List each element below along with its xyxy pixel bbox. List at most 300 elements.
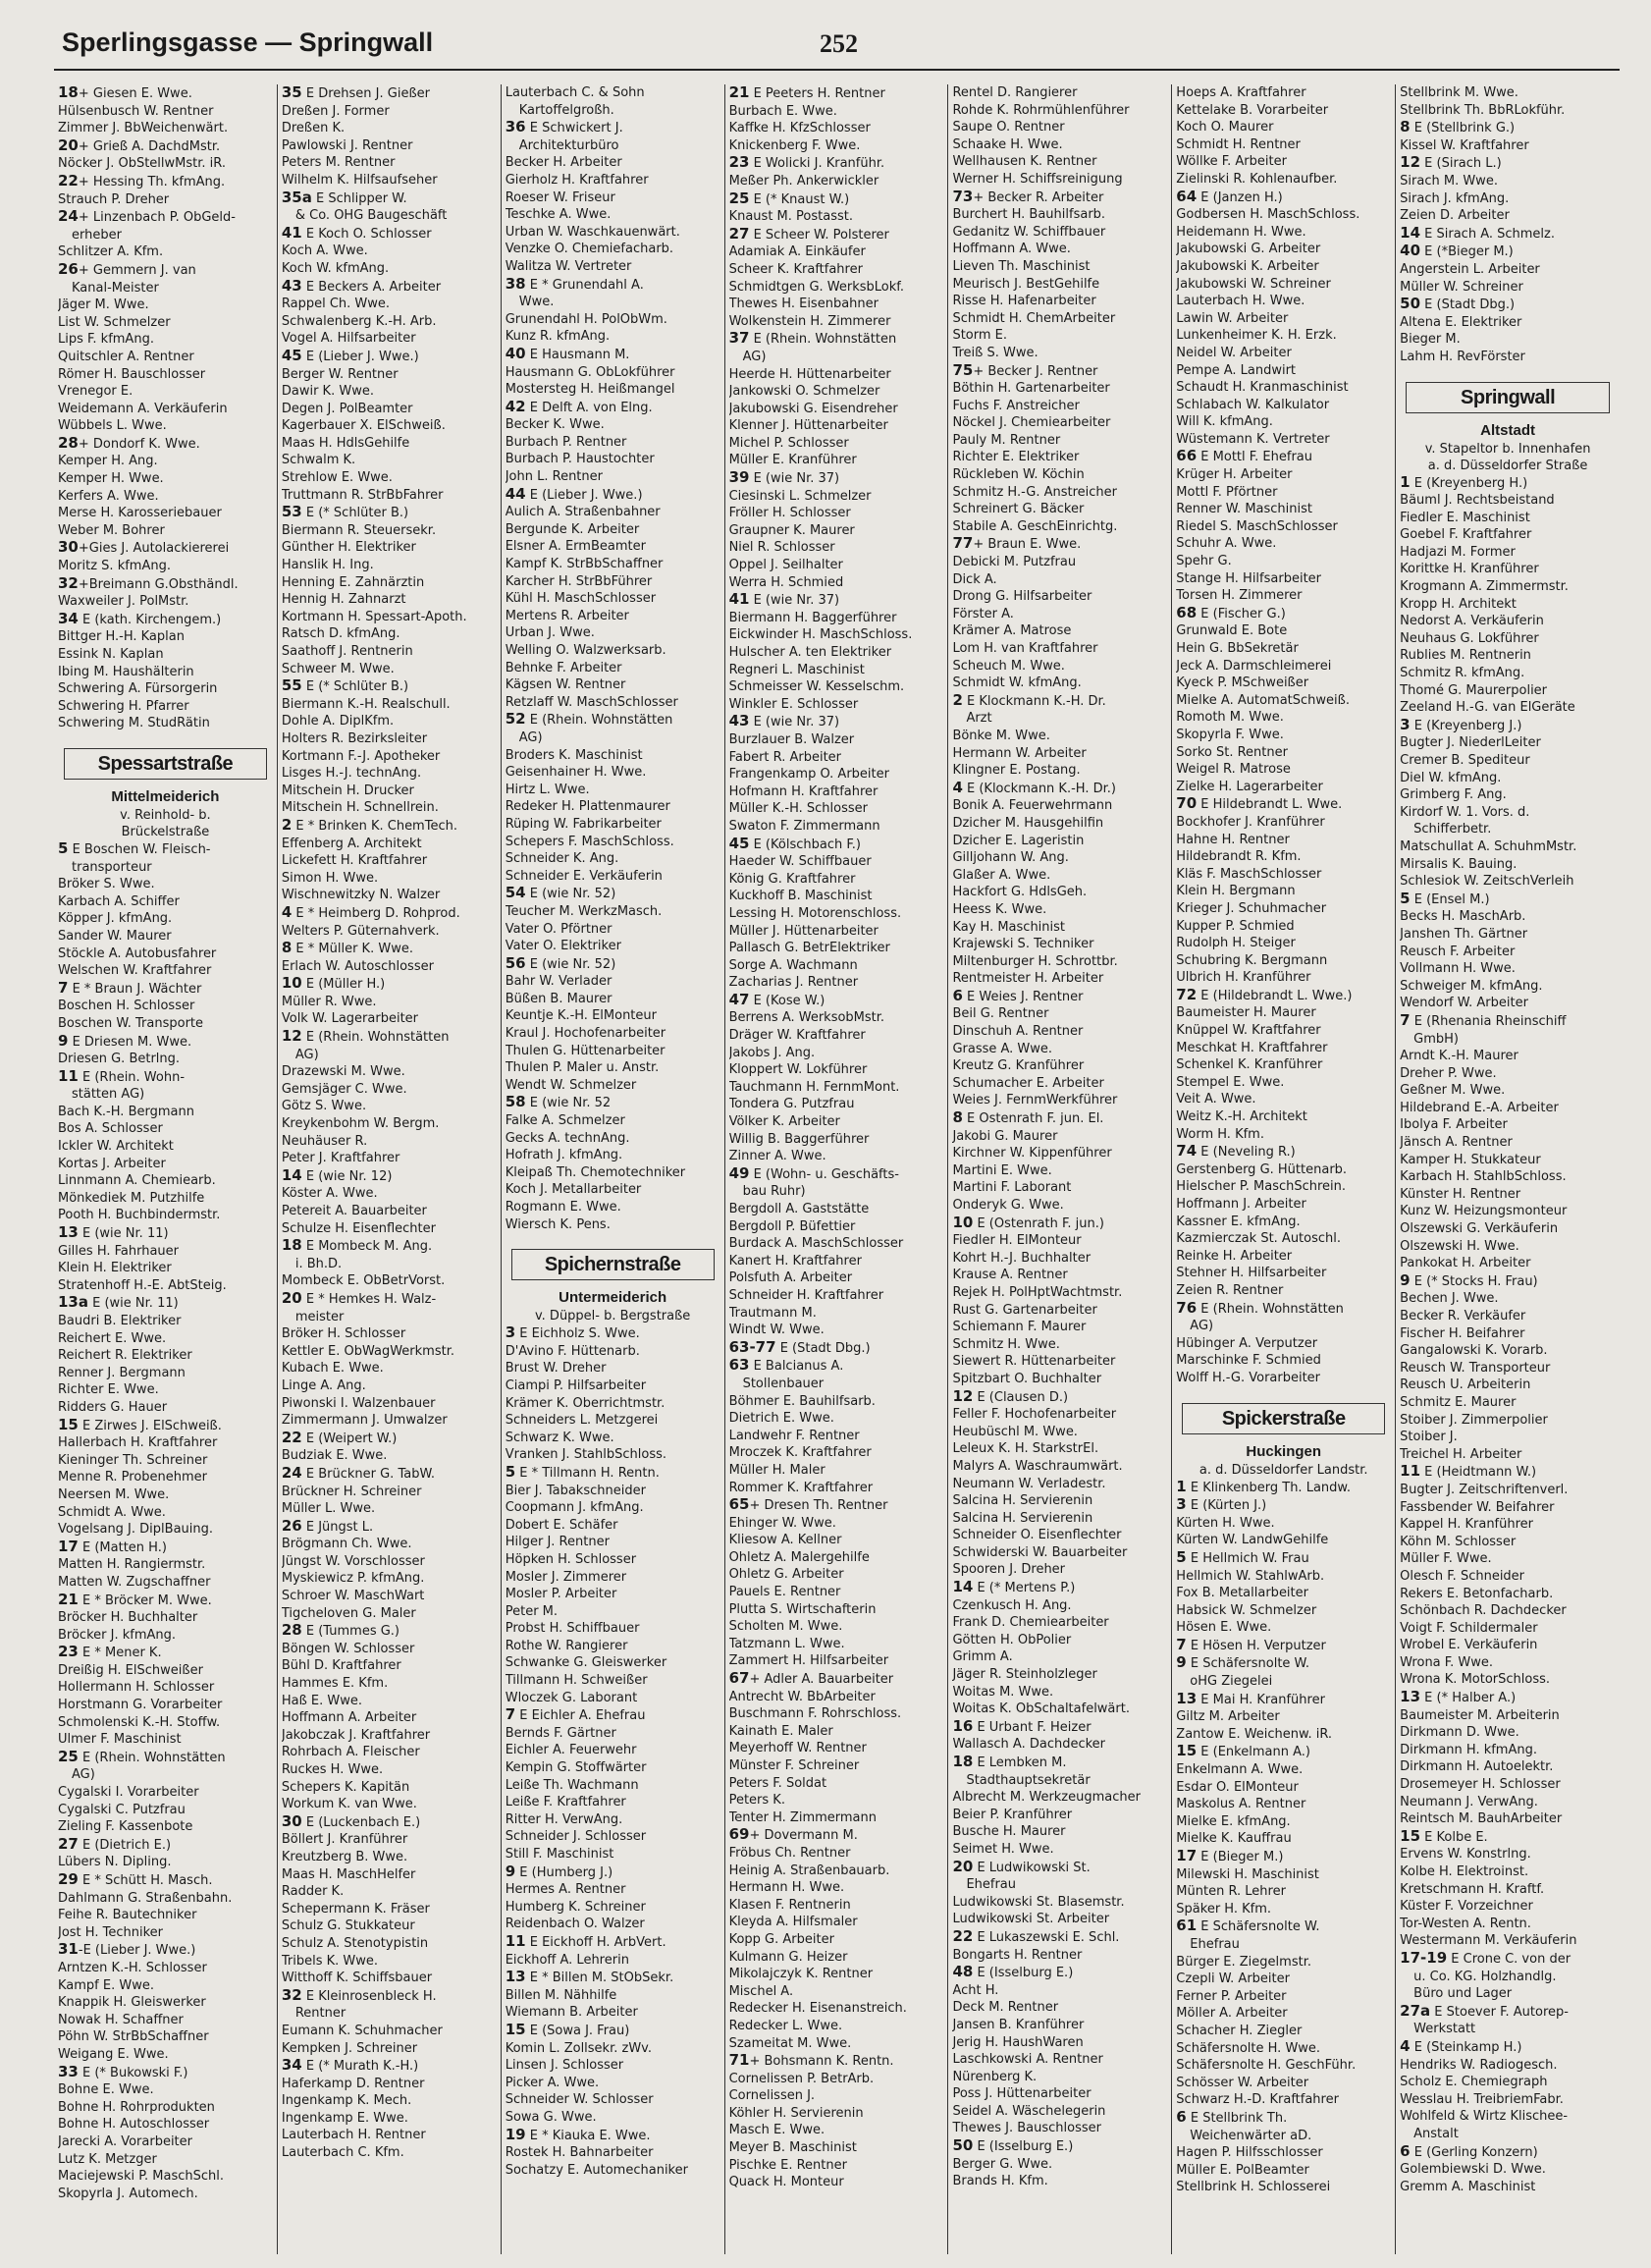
district-heading: Altstadt (1480, 421, 1535, 439)
resident-entry: Volk W. Lagerarbeiter (281, 1011, 419, 1027)
entry-continuation: Stollenbauer (742, 1376, 825, 1391)
resident-entry: Landwehr F. Rentner (728, 1428, 860, 1443)
resident-entry: Reinke H. Arbeiter (1176, 1248, 1293, 1264)
house-entry: 1 E Klinkenberg Th. Landw. (1176, 1478, 1351, 1495)
resident-entry: Weigel R. Matrose (1176, 762, 1291, 778)
house-number: 13 (505, 1969, 526, 1986)
resident-entry: Winkler E. Schlosser (728, 696, 859, 712)
resident-entry: Bergdoll P. Büfettier (728, 1218, 856, 1234)
resident-entry: Weigang E. Wwe. (58, 2046, 169, 2062)
house-number: 23 (728, 154, 750, 172)
resident-entry: Mosler P. Arbeiter (505, 1587, 617, 1602)
resident-entry: Ritter H. VerwAng. (505, 1811, 623, 1827)
resident-entry: Humberg K. Schreiner (505, 1899, 646, 1915)
resident-entry: Jäger R. Steinholzleger (952, 1667, 1097, 1683)
resident-entry: Ciesinski L. Schmelzer (728, 488, 872, 504)
resident-entry: Neidel W. Arbeiter (1176, 345, 1292, 360)
resident-entry: Burdack A. MaschSchlosser (728, 1236, 904, 1252)
house-entry: 16 E Urbant F. Heizer (952, 1717, 1092, 1735)
house-entry: 8 E Ostenrath F. jun. El. (952, 1109, 1104, 1127)
resident-entry: Feller F. Hochofenarbeiter (952, 1407, 1117, 1423)
resident-entry: Salcina H. Servierenin (952, 1493, 1093, 1509)
resident-entry: Burbach E. Wwe. (728, 103, 837, 119)
resident-entry: Schneider E. Verkäuferin (505, 868, 663, 884)
resident-entry: Pankokat H. Arbeiter (1400, 1256, 1531, 1271)
house-number: 6 (952, 987, 963, 1004)
house-number: 8 (952, 1109, 963, 1127)
house-entry: 18+ Giesen E. Wwe. (58, 84, 192, 101)
resident-entry: Falke A. Schmelzer (505, 1113, 625, 1129)
resident-entry: Radder K. (281, 1884, 345, 1900)
resident-entry: Matten H. Rangiermstr. (58, 1557, 206, 1573)
resident-entry: Maas H. HdlsGehilfe (281, 435, 410, 451)
entry-continuation: bau Ruhr) (742, 1184, 806, 1200)
resident-entry: Böllert J. Kranführer (281, 1832, 408, 1848)
resident-entry: Olszewski H. Wwe. (1400, 1238, 1519, 1254)
resident-entry: Bongarts H. Rentner (952, 1947, 1083, 1963)
house-number: 68 (1176, 604, 1198, 621)
resident-entry: Krämer K. Oberrichtmstr. (505, 1395, 666, 1411)
house-entry: 26+ Gemmern J. van (58, 260, 196, 278)
entry-continuation: erheber (72, 227, 122, 243)
house-entry: 67+ Adler A. Bauarbeiter (728, 1670, 894, 1688)
resident-entry: Kortas J. Arbeiter (58, 1156, 166, 1171)
house-number: 69 (728, 1826, 750, 1844)
resident-entry: Ferner P. Arbeiter (1176, 1988, 1287, 2004)
resident-entry: Scheuch M. Wwe. (952, 658, 1065, 674)
resident-entry: Piwonski I. Walzenbauer (281, 1395, 436, 1411)
resident-entry: Heinig A. Straßenbauarb. (728, 1863, 890, 1878)
resident-entry: Schäfersnolte H. Wwe. (1176, 2040, 1321, 2056)
resident-entry: Schacher H. Ziegler (1176, 2023, 1303, 2038)
resident-entry: Kopp G. Arbeiter (728, 1931, 834, 1947)
resident-entry: Pauels E. Rentner (728, 1585, 841, 1600)
resident-entry: Mielke E. kfmAng. (1176, 1813, 1291, 1829)
resident-entry: Krogmann A. Zimmermstr. (1400, 579, 1569, 595)
column-5 (948, 84, 1172, 2254)
resident-entry: Wohlfeld & Wirtz Klischee- (1400, 2109, 1569, 2125)
resident-entry: Müller L. Wwe. (281, 1501, 376, 1517)
column-2 (278, 84, 502, 2254)
resident-entry: Storm E. (952, 328, 1007, 344)
resident-entry: Hilger J. Rentner (505, 1535, 610, 1550)
street-heading: Spessartstraße (64, 748, 267, 780)
house-number: 6 (1176, 2108, 1187, 2126)
house-entry: 5 E * Tillmann H. Rentn. (505, 1463, 660, 1481)
house-entry: 49 E (Wohn- u. Geschäfts- (728, 1164, 899, 1182)
resident-entry: Veit A. Wwe. (1176, 1092, 1256, 1107)
resident-entry: Schroer W. MaschWart (281, 1589, 425, 1604)
resident-entry: Leiße Th. Wachmann (505, 1777, 639, 1793)
resident-entry: Deck M. Rentner (952, 2000, 1059, 2016)
resident-entry: Billen M. Nähhilfe (505, 1987, 617, 2003)
house-entry: 54 E (wie Nr. 52) (505, 885, 616, 902)
resident-entry: Woitas M. Wwe. (952, 1684, 1054, 1700)
resident-entry: Simon H. Wwe. (281, 870, 379, 886)
resident-entry: Kampf K. StrBbSchaffner (505, 557, 664, 572)
resident-entry: Meurisch J. BestGehilfe (952, 276, 1100, 292)
house-number: 77 (952, 535, 974, 553)
house-number: 8 (281, 940, 293, 957)
resident-entry: Schwanke G. Gleiswerker (505, 1655, 667, 1671)
house-entry: 8 E * Müller K. Wwe. (281, 940, 413, 957)
resident-entry: Brands H. Kfm. (952, 2174, 1048, 2189)
resident-entry: Rückleben W. Köchin (952, 467, 1085, 483)
resident-entry: Swaton F. Zimmermann (728, 818, 880, 834)
house-entry: 45 E (Kölschbach F.) (728, 835, 861, 852)
house-entry: 13 E Mai H. Kranführer (1176, 1690, 1325, 1707)
resident-entry: Kläs F. MaschSchlosser (1176, 866, 1322, 882)
house-entry: 27a E Stoever F. Autorep- (1400, 2002, 1569, 2020)
resident-entry: Menne R. Probenehmer (58, 1470, 208, 1485)
resident-entry: Dick A. (952, 571, 997, 587)
resident-entry: Jüngst W. Vorschlosser (281, 1553, 425, 1569)
resident-entry: Czepli W. Arbeiter (1176, 1971, 1290, 1987)
resident-entry: Dirkmann D. Wwe. (1400, 1725, 1519, 1741)
house-entry: 47 E (Kose W.) (728, 991, 826, 1008)
resident-entry: Lauterbach H. Rentner (281, 2128, 426, 2143)
resident-entry: Venzke O. Chemiefacharb. (505, 242, 674, 257)
resident-entry: Kempken J. Schreiner (281, 2040, 418, 2056)
column-1 (54, 84, 278, 2254)
resident-entry: Ludwikowski St. Blasemstr. (952, 1894, 1125, 1910)
resident-entry: Köpper J. kfmAng. (58, 911, 173, 927)
house-number: 7 (1176, 1636, 1187, 1653)
house-number: 10 (952, 1214, 974, 1231)
resident-entry: Wiemann B. Arbeiter (505, 2005, 638, 2021)
resident-entry: Grasse A. Wwe. (952, 1041, 1053, 1056)
house-number: 43 (728, 713, 750, 730)
resident-entry: Dreßen K. (281, 121, 346, 136)
entry-continuation: Wwe. (518, 295, 555, 310)
resident-entry: Biermann R. Steuersekr. (281, 522, 437, 538)
resident-entry: Worm H. Kfm. (1176, 1126, 1264, 1142)
house-entry: 24 E Brückner G. TabW. (281, 1464, 435, 1482)
house-number: 14 (952, 1579, 974, 1596)
resident-entry: Schuhr A. Wwe. (1176, 536, 1277, 552)
resident-entry: Zeien R. Rentner (1176, 1282, 1284, 1298)
house-entry: 4 E (Klockmann K.-H. Dr.) (952, 779, 1116, 796)
resident-entry: Jost H. Techniker (58, 1924, 163, 1940)
resident-entry: Spitzbart O. Buchhalter (952, 1371, 1102, 1386)
house-number: 9 (1176, 1654, 1187, 1672)
house-number: 1 (1400, 473, 1411, 491)
house-entry: 56 E (wie Nr. 52) (505, 954, 616, 972)
resident-entry: Bröker H. Schlosser (281, 1326, 406, 1342)
resident-entry: Hübinger A. Verputzer (1176, 1335, 1318, 1351)
house-number: 50 (1400, 296, 1421, 313)
house-entry: 71+ Bohsmann K. Rentn. (728, 2052, 894, 2070)
resident-entry: Götz S. Wwe. (281, 1099, 367, 1114)
house-number: 27 (58, 1835, 79, 1853)
header-rule (54, 69, 1620, 71)
resident-entry: Hahne H. Rentner (1176, 832, 1290, 847)
resident-entry: Schneider W. Schlosser (505, 2092, 654, 2108)
resident-entry: Welschen W. Kraftfahrer (58, 963, 212, 979)
resident-entry: Rommer K. Kraftfahrer (728, 1480, 874, 1495)
house-entry: 36 E Schwickert J. (505, 119, 623, 136)
house-number: 27 (728, 225, 750, 243)
house-number: 3 (1176, 1496, 1187, 1514)
resident-entry: Lisges H.-J. technAng. (281, 766, 422, 782)
resident-entry: Gangalowski K. Vorarb. (1400, 1343, 1548, 1359)
resident-entry: Schepermann K. Fräser (281, 1901, 430, 1917)
resident-entry: Dahlmann G. Straßenbahn. (58, 1890, 233, 1906)
resident-entry: Klasen F. Rentnerin (728, 1897, 851, 1913)
resident-entry: Strehlow E. Wwe. (281, 470, 393, 486)
house-entry: 69+ Dovermann M. (728, 1826, 858, 1844)
house-number: 53 (281, 504, 302, 521)
district-heading: Mittelmeiderich (111, 787, 220, 805)
resident-entry: Weidemann A. Verkäuferin (58, 401, 228, 416)
house-number: 7 (58, 979, 69, 997)
house-number: 37 (728, 330, 750, 348)
resident-entry: Richter E. Elektriker (952, 450, 1080, 465)
resident-entry: Vater O. Pförtner (505, 921, 612, 937)
resident-entry: Heess K. Wwe. (952, 901, 1047, 917)
resident-entry: Burbach P. Haustochter (505, 452, 655, 467)
resident-entry: Becker K. Wwe. (505, 417, 605, 433)
resident-entry: Rüping W. Fabrikarbeiter (505, 816, 662, 832)
house-number: 40 (505, 345, 526, 362)
entry-continuation: oHG Ziegelei (1190, 1674, 1273, 1690)
resident-entry: Grimm A. (952, 1649, 1013, 1665)
house-entry: 14 E (* Mertens P.) (952, 1579, 1076, 1596)
resident-entry: Werra H. Schmied (728, 574, 844, 590)
resident-entry: Pallasch G. BetrElektriker (728, 941, 890, 956)
house-number: 14 (281, 1166, 302, 1184)
resident-entry: Poss J. Hüttenarbeiter (952, 2086, 1092, 2102)
resident-entry: Dräger W. Kraftfahrer (728, 1028, 866, 1044)
resident-entry: Bittger H.-H. Kaplan (58, 629, 185, 645)
resident-entry: Lawin W. Arbeiter (1176, 310, 1289, 326)
resident-entry: Berrens A. WerksobMstr. (728, 1010, 885, 1026)
resident-entry: Mielke A. AutomatSchweiß. (1176, 692, 1350, 708)
resident-entry: Spooren J. Dreher (952, 1562, 1066, 1578)
resident-entry: Weitz K.-H. Architekt (1176, 1109, 1307, 1125)
resident-entry: Schubring K. Bergmann (1176, 952, 1328, 968)
house-number: 15 (58, 1416, 79, 1433)
resident-entry: Ingenkamp K. Mech. (281, 2093, 412, 2109)
resident-entry: Mroczek K. Kraftfahrer (728, 1445, 872, 1461)
resident-entry: Bröker S. Wwe. (58, 877, 155, 892)
resident-entry: Kampf E. Wwe. (58, 1977, 154, 1993)
house-number: 5 (1176, 1548, 1187, 1566)
house-entry: 5 E (Ensel M.) (1400, 890, 1490, 907)
resident-entry: Ohletz A. Malergehilfe (728, 1549, 870, 1565)
house-entry: 52 E (Rhein. Wohnstätten (505, 711, 673, 729)
resident-entry: Möller A. Arbeiter (1176, 2006, 1288, 2022)
resident-entry: Stabile A. GeschEinrichtg. (952, 518, 1118, 534)
entry-continuation: Ehefrau (1190, 1936, 1240, 1952)
house-entry: 50 E (Stadt Dbg.) (1400, 296, 1516, 313)
resident-entry: Kägsen W. Rentner (505, 677, 626, 693)
resident-entry: Meßer Ph. Ankerwickler (728, 173, 879, 189)
resident-entry: Budziak E. Wwe. (281, 1448, 388, 1464)
resident-entry: Dzicher E. Lageristin (952, 833, 1085, 848)
resident-entry: Höpken H. Schlosser (505, 1551, 637, 1567)
street-extent: a. d. Düsseldorfer Straße (1427, 458, 1588, 473)
resident-entry: Thulen G. Hüttenarbeiter (505, 1043, 666, 1058)
resident-entry: Wübbels L. Wwe. (58, 418, 167, 434)
house-entry: 25 E (* Knaust W.) (728, 189, 850, 207)
resident-entry: Wüstemann K. Vertreter (1176, 431, 1330, 447)
resident-entry: Mombeck E. ObBetrVorst. (281, 1273, 446, 1289)
entry-continuation: Werkstatt (1413, 2022, 1476, 2037)
resident-entry: Komin L. Zollsekr. zWv. (505, 2040, 652, 2056)
resident-entry: Dreißig H. ElSchweißer (58, 1662, 203, 1678)
resident-entry: Lauterbach C. Kfm. (281, 2145, 404, 2161)
resident-entry: Still F. Maschinist (505, 1847, 614, 1862)
resident-entry: Drazewski M. Wwe. (281, 1064, 405, 1080)
resident-entry: Wendorf W. Arbeiter (1400, 996, 1528, 1011)
resident-entry: Mottl F. Pförtner (1176, 484, 1278, 500)
resident-entry: Bockhofer J. Kranführer (1176, 814, 1325, 830)
resident-entry: Lom H. van Kraftfahrer (952, 641, 1098, 656)
resident-entry: Schneider O. Eisenflechter (952, 1528, 1122, 1543)
house-entry: 9 E (* Stocks H. Frau) (1400, 1271, 1538, 1289)
resident-entry: Bergunde K. Arbeiter (505, 521, 640, 537)
resident-entry: Reusch F. Arbeiter (1400, 944, 1516, 959)
house-number: 13 (1176, 1690, 1198, 1707)
resident-entry: Hallerbach H. Kraftfahrer (58, 1435, 218, 1451)
resident-entry: Retzlaff W. MaschSchlosser (505, 694, 678, 710)
house-entry: 25 E (Rhein. Wohnstätten (58, 1748, 226, 1765)
resident-entry: Schlesiok W. ZeitschVerleih (1400, 874, 1574, 890)
resident-entry: Jakobi G. Maurer (952, 1128, 1058, 1144)
resident-entry: Hendriks W. Radiogesch. (1400, 2057, 1558, 2073)
resident-entry: Reusch U. Arbeiterin (1400, 1377, 1531, 1393)
resident-entry: Thomé G. Maurerpolier (1400, 682, 1548, 698)
resident-entry: Nürenberg K. (952, 2069, 1038, 2084)
resident-entry: Knaust M. Postasst. (728, 209, 853, 225)
house-number: 11 (58, 1067, 79, 1085)
house-number: 15 (1400, 1827, 1421, 1845)
resident-entry: Reidenbach O. Walzer (505, 1917, 645, 1932)
resident-entry: Gedanitz W. Schiffbauer (952, 224, 1106, 240)
resident-entry: Knüppel W. Kraftfahrer (1176, 1023, 1321, 1039)
resident-entry: Sorge A. Wachmann (728, 957, 858, 973)
resident-entry: Böthin H. Gartenarbeiter (952, 381, 1110, 397)
house-number: 12 (1400, 154, 1421, 172)
resident-entry: Renner W. Maschinist (1176, 502, 1312, 517)
house-number: 76 (1176, 1299, 1198, 1317)
resident-entry: Geisenhainer H. Wwe. (505, 765, 647, 781)
resident-entry: Dirkmann H. Autoelektr. (1400, 1759, 1554, 1775)
running-title: Sperlingsgasse — Springwall (62, 27, 434, 57)
entry-continuation: AG) (742, 349, 767, 364)
resident-entry: Müller J. Hüttenarbeiter (728, 923, 879, 939)
house-entry: 42 E Delft A. von Elng. (505, 398, 653, 415)
resident-entry: Neuhäuser R. (281, 1133, 368, 1149)
resident-entry: Kreutzberg B. Wwe. (281, 1849, 408, 1864)
house-entry: 7 E * Braun J. Wächter (58, 979, 202, 997)
house-number: 13a (58, 1294, 88, 1312)
resident-entry: Schmidt W. kfmAng. (952, 675, 1082, 691)
house-entry: 15 E Zirwes J. ElSchweiß. (58, 1416, 222, 1433)
street-heading: Spichernstraße (511, 1249, 715, 1280)
resident-entry: Nöcker J. ObStellwMstr. iR. (58, 156, 226, 172)
house-entry: 40 E (*Bieger M.) (1400, 243, 1514, 260)
resident-entry: Czenkusch H. Ang. (952, 1597, 1072, 1613)
resident-entry: Karbach A. Schiffer (58, 893, 180, 909)
resident-entry: Thulen P. Maler u. Anstr. (505, 1060, 660, 1076)
resident-entry: Grunwald E. Bote (1176, 623, 1288, 639)
resident-entry: Boschen H. Schlosser (58, 999, 195, 1014)
resident-entry: Neumann J. VerwAng. (1400, 1794, 1538, 1809)
resident-entry: Schmitz H. Wwe. (952, 1336, 1060, 1352)
resident-entry: Sirach J. kfmAng. (1400, 190, 1510, 206)
house-number: 1 (1176, 1478, 1187, 1495)
resident-entry: Bohne H. Autoschlosser (58, 2117, 210, 2133)
resident-entry: Kreykenbohm W. Bergm. (281, 1116, 440, 1132)
house-number: 10 (281, 975, 302, 993)
house-entry: 55 E (* Schlüter B.) (281, 677, 409, 695)
house-number: 61 (1176, 1917, 1198, 1935)
resident-entry: Lessing H. Motorenschloss. (728, 905, 902, 921)
house-number: 6 (1400, 2142, 1411, 2160)
resident-entry: Hammes E. Kfm. (281, 1676, 389, 1692)
resident-entry: Bieger M. (1400, 332, 1461, 348)
house-entry: 10 E (Ostenrath F. jun.) (952, 1214, 1104, 1231)
resident-entry: Picker A. Wwe. (505, 2075, 600, 2090)
resident-entry: Rohde K. Rohrmühlenführer (952, 102, 1130, 118)
resident-entry: Jakubowski W. Schreiner (1176, 276, 1331, 292)
house-entry: 6 E Weies J. Rentner (952, 987, 1084, 1004)
house-number: 23 (58, 1644, 79, 1661)
resident-entry: Fischer H. Beifahrer (1400, 1325, 1525, 1341)
resident-entry: Eichler A. Feuerwehr (505, 1743, 637, 1758)
house-number: 47 (728, 991, 750, 1008)
resident-entry: Hermann H. Wwe. (728, 1880, 845, 1896)
resident-entry: Berger G. Wwe. (952, 2156, 1053, 2172)
house-entry: 12 E (Sirach L.) (1400, 154, 1502, 172)
resident-entry: Beil G. Rentner (952, 1006, 1049, 1022)
house-number: 7 (1400, 1011, 1411, 1029)
house-number: 58 (505, 1094, 526, 1111)
house-entry: 15 E Kolbe E. (1400, 1827, 1488, 1845)
resident-entry: Henning E. Zahnärztin (281, 574, 425, 590)
resident-entry: Fox B. Metallarbeiter (1176, 1586, 1308, 1601)
resident-entry: Kettelake B. Vorarbeiter (1176, 102, 1329, 118)
entry-continuation: Kartoffelgroßh. (518, 102, 614, 118)
resident-entry: Zeeland H.-G. van ElGeräte (1400, 700, 1575, 716)
resident-entry: Koch W. kfmAng. (281, 260, 390, 276)
house-entry: 24+ Linzenbach P. ObGeld- (58, 208, 236, 226)
resident-entry: Spehr G. (1176, 554, 1232, 569)
resident-entry: Wesslau H. TreibriemFabr. (1400, 2091, 1564, 2107)
resident-entry: Kleipaß Th. Chemotechniker (505, 1164, 686, 1180)
resident-entry: Stellbrink Th. BbRLokführ. (1400, 102, 1566, 118)
resident-entry: Zieling F. Kassenbote (58, 1819, 193, 1835)
resident-entry: Olesch F. Schneider (1400, 1568, 1525, 1584)
resident-entry: Münster F. Schreiner (728, 1758, 860, 1773)
house-entry: 13 E (wie Nr. 11) (58, 1224, 169, 1242)
house-entry: 63 E Balcianus A. (728, 1357, 844, 1375)
resident-entry: Maciejewski P. MaschSchl. (58, 2169, 225, 2185)
house-number: 26 (58, 260, 79, 278)
house-number: 63 (728, 1357, 750, 1375)
house-number: 18 (952, 1754, 974, 1770)
house-entry: 14 E Sirach A. Schmelz. (1400, 224, 1556, 242)
house-entry: 37 E (Rhein. Wohnstätten (728, 330, 897, 348)
resident-entry: Leiße F. Kraftfahrer (505, 1795, 626, 1810)
resident-entry: Scheer K. Kraftfahrer (728, 261, 863, 277)
resident-entry: Matschullat A. SchuhmMstr. (1400, 838, 1577, 854)
resident-entry: Krajewski S. Techniker (952, 937, 1094, 952)
resident-entry: Neersen M. Wwe. (58, 1486, 170, 1502)
resident-entry: Onderyk G. Wwe. (952, 1198, 1064, 1213)
